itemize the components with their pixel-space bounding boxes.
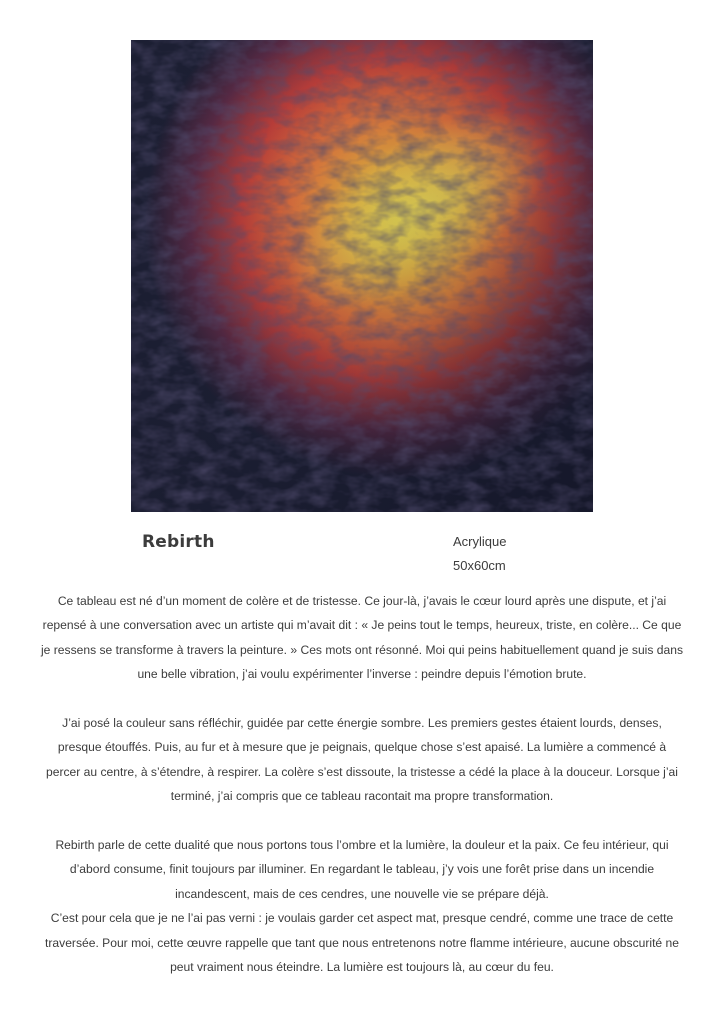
description-paragraph: Ce tableau est né d’un moment de colère et de tristesse. Ce jour-là, j’avais le cœur lourd après une dispute, et j’ai repensé à une conversation avec un artiste qui m’avait dit : « Je peins tout le temps, heureux, triste, en colère... Ce que je ressens se transforme à travers la peinture. » Ces mots ont résonné. Moi qui peins habituellement quand je suis dans une belle vibration, j’ai voulu expérimenter l’inverse : peindre depuis l’émotion brute. xyxy=(41,594,683,682)
artwork-medium: Acrylique xyxy=(453,534,507,549)
artwork-meta xyxy=(453,530,506,578)
description-paragraph: Rebirth parle de cette dualité que nous portons tous l’ombre et la lumière, la douleur et la paix. Ce feu intérieur, qui d’abord consume, finit toujours par illuminer. En regardant le tableau, j’y vois une forêt prise dans un incendie incandescent, mais de ces cendres, une nouvelle vie se prépare déjà. xyxy=(55,838,669,901)
description-paragraph: C’est pour cela que je ne l’ai pas verni : je voulais garder cet aspect mat, presque cendré, comme une trace de cette traversée. Pour moi, cette œuvre rappelle que tant que nous entretenons notre flamme intérieure, aucune obscurité ne peut vraiment nous éteindre. La lumière est toujours là, au cœur du feu. xyxy=(45,911,679,975)
artwork-dimensions: 50x60cm xyxy=(453,558,506,573)
artwork-description xyxy=(40,589,684,979)
painting-graphic xyxy=(131,40,593,512)
description-paragraph: J’ai posé la couleur sans réfléchir, guidée par cette énergie sombre. Les premiers gestes étaient lourds, denses, presque étouffés. Puis, au fur et à mesure que je peignais, quelque chose s’est apaisé. La lumière a commencé à percer au centre, à s’étendre, à respirer. La colère s’est dissoute, la tristesse a cédé la place à la douceur. Lorsque j’ai terminé, j’ai compris que ce tableau racontait ma propre transformation. xyxy=(46,716,678,804)
artwork-title: Rebirth xyxy=(142,532,215,552)
painting-image xyxy=(131,40,593,512)
